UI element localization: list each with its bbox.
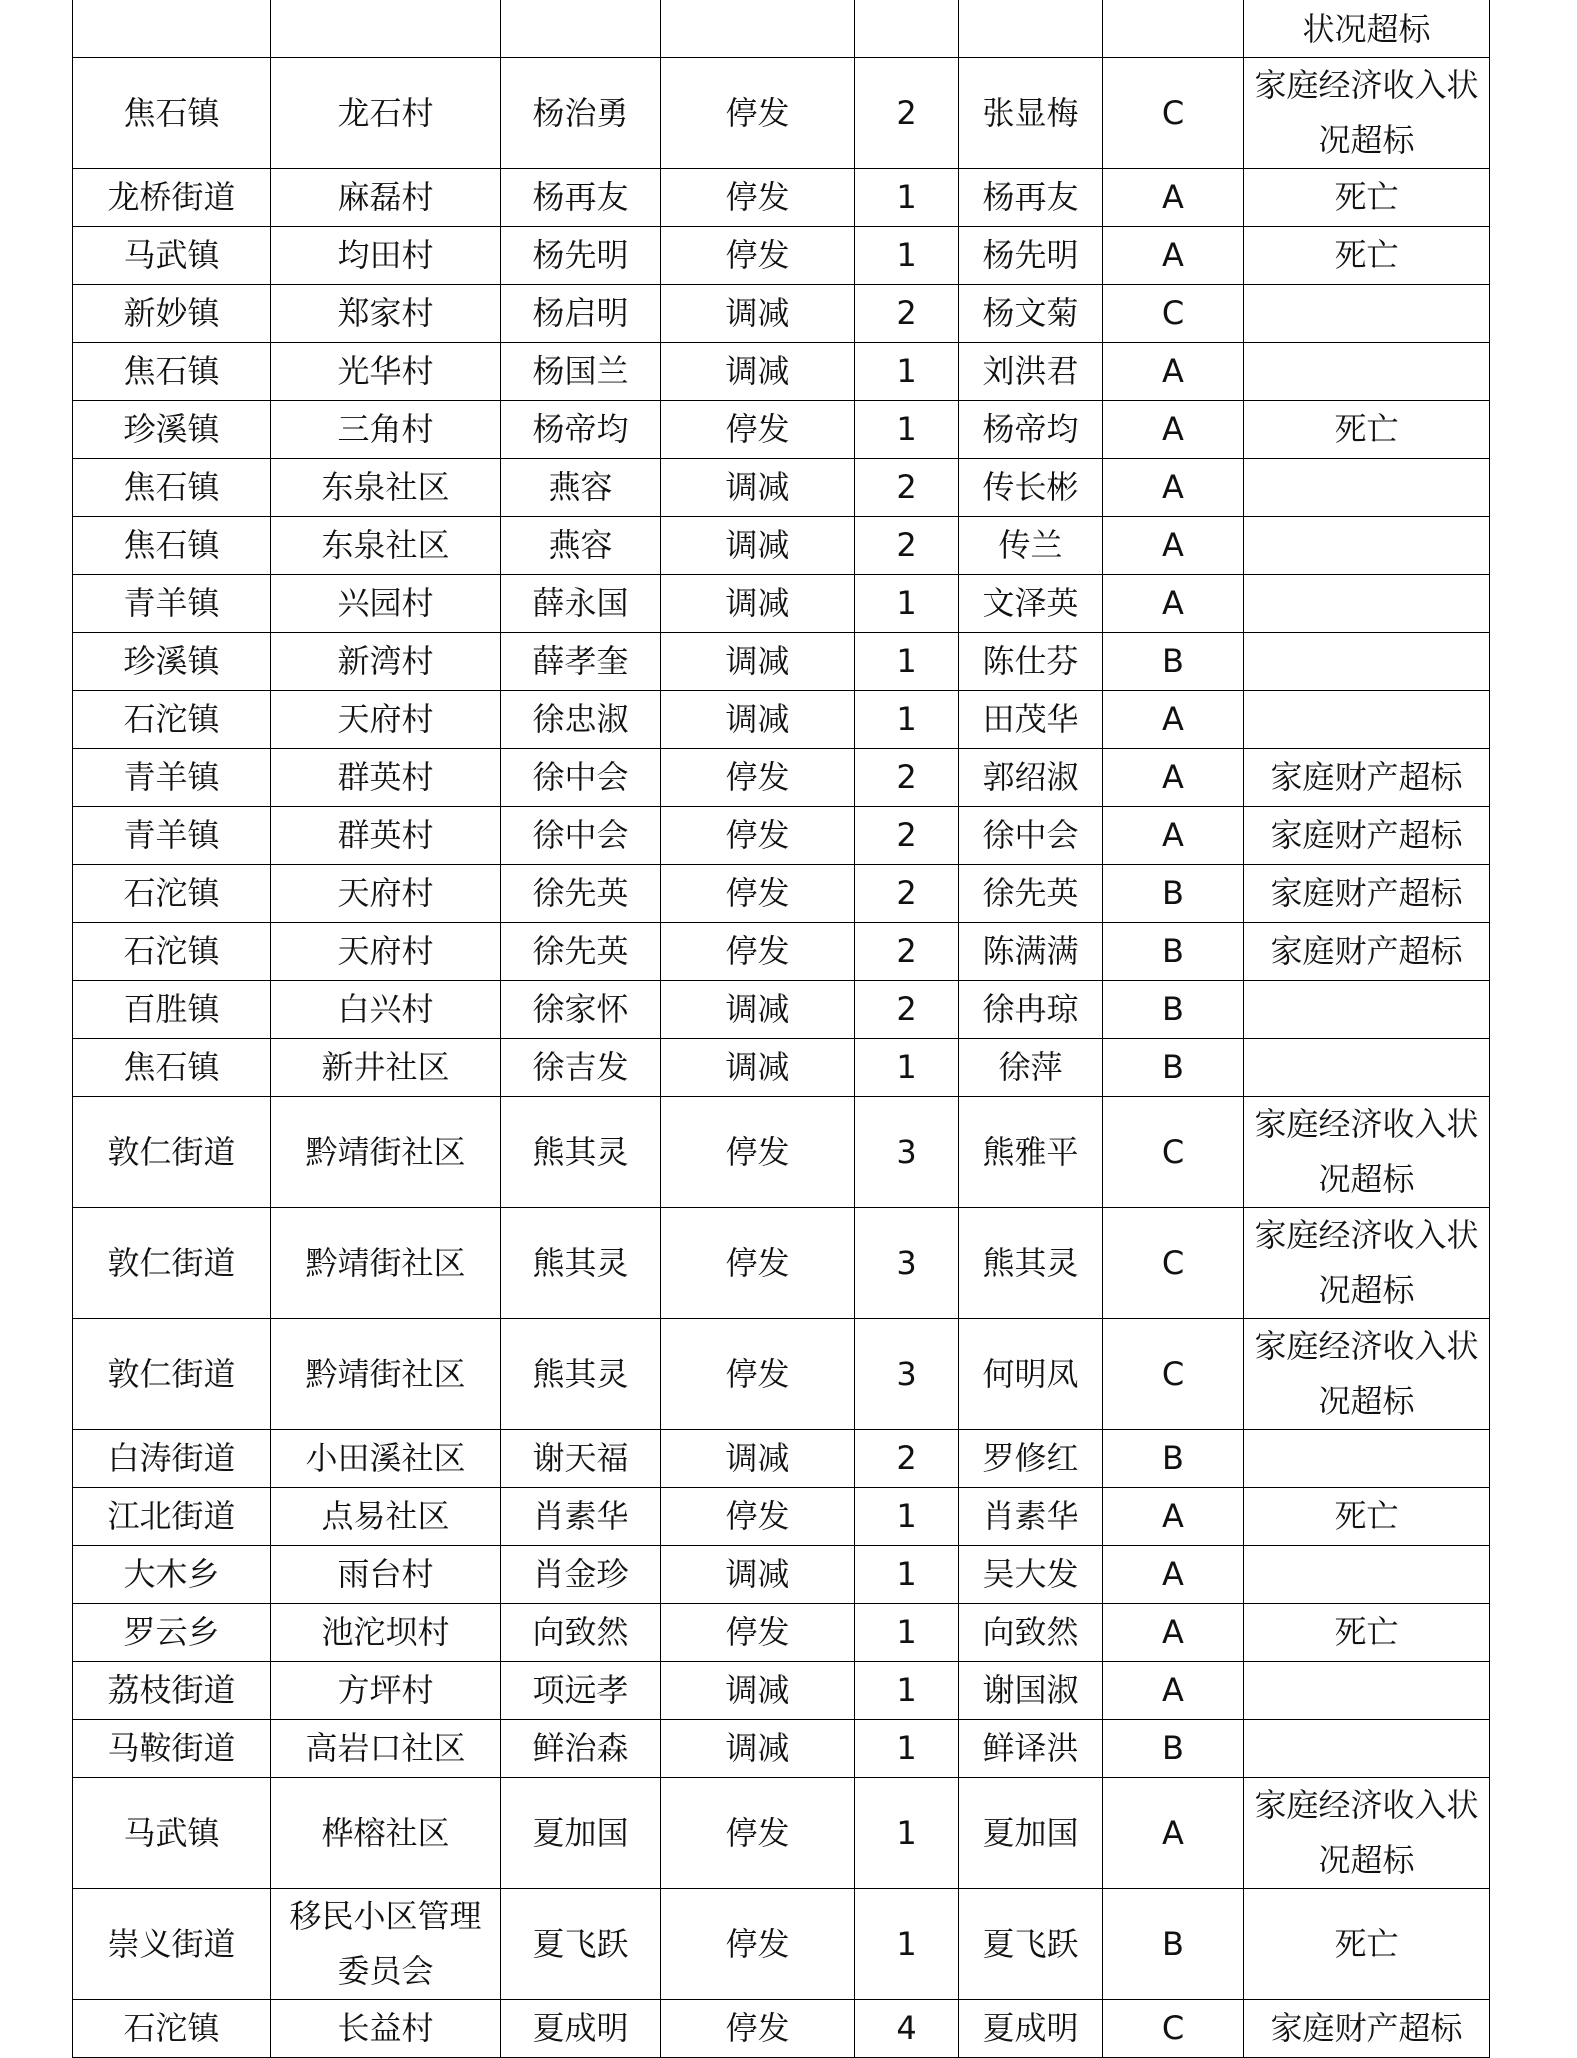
head-cell: 徐中会 — [501, 807, 661, 865]
count-cell: 3 — [855, 1319, 959, 1430]
village-cell: 白兴村 — [271, 981, 501, 1039]
category-cell: A — [1103, 691, 1244, 749]
category-cell: B — [1103, 923, 1244, 981]
member-cell: 陈仕芬 — [959, 633, 1103, 691]
action-cell: 调减 — [661, 1039, 855, 1097]
town-cell: 荔枝街道 — [73, 1662, 271, 1720]
town-cell: 石沱镇 — [73, 923, 271, 981]
head-cell: 薛永国 — [501, 575, 661, 633]
action-cell: 停发 — [661, 169, 855, 227]
count-cell: 1 — [855, 633, 959, 691]
reason-cell — [1244, 1430, 1490, 1488]
count-cell: 2 — [855, 58, 959, 169]
member-cell: 杨帝均 — [959, 401, 1103, 459]
town-cell: 焦石镇 — [73, 1039, 271, 1097]
table-row — [73, 1604, 1490, 1662]
town-cell: 焦石镇 — [73, 517, 271, 575]
reason-cell — [1244, 459, 1490, 517]
town-cell: 石沱镇 — [73, 691, 271, 749]
member-cell: 夏飞跃 — [959, 1889, 1103, 2000]
town-cell: 焦石镇 — [73, 58, 271, 169]
count-cell: 1 — [855, 1720, 959, 1778]
count-cell: 2 — [855, 1430, 959, 1488]
action-cell: 停发 — [661, 227, 855, 285]
member-cell: 徐先英 — [959, 865, 1103, 923]
village-cell: 光华村 — [271, 343, 501, 401]
reason-cell: 家庭经济收入状况超标 — [1244, 1097, 1490, 1208]
table-row — [73, 807, 1490, 865]
reason-cell: 死亡 — [1244, 1604, 1490, 1662]
table-row — [73, 865, 1490, 923]
head-cell: 徐家怀 — [501, 981, 661, 1039]
town-cell: 青羊镇 — [73, 575, 271, 633]
village-cell: 三角村 — [271, 401, 501, 459]
member-cell: 张显梅 — [959, 58, 1103, 169]
head-cell: 杨国兰 — [501, 343, 661, 401]
category-cell: B — [1103, 981, 1244, 1039]
action-cell: 停发 — [661, 865, 855, 923]
head-cell: 夏加国 — [501, 1778, 661, 1889]
count-cell: 1 — [855, 343, 959, 401]
count-cell: 2 — [855, 923, 959, 981]
member-cell: 刘洪君 — [959, 343, 1103, 401]
village-cell: 新湾村 — [271, 633, 501, 691]
reason-cell — [1244, 343, 1490, 401]
town-cell: 马武镇 — [73, 1778, 271, 1889]
table-row — [73, 0, 1490, 58]
action-cell: 调减 — [661, 517, 855, 575]
category-cell: B — [1103, 1430, 1244, 1488]
count-cell: 2 — [855, 459, 959, 517]
head-cell: 燕容 — [501, 517, 661, 575]
action-cell: 调减 — [661, 459, 855, 517]
category-cell: A — [1103, 807, 1244, 865]
action-cell: 停发 — [661, 807, 855, 865]
head-cell: 项远孝 — [501, 1662, 661, 1720]
head-cell: 徐先英 — [501, 865, 661, 923]
count-cell: 2 — [855, 981, 959, 1039]
table-row — [73, 517, 1490, 575]
town-cell: 马鞍街道 — [73, 1720, 271, 1778]
count-cell: 3 — [855, 1208, 959, 1319]
village-cell: 均田村 — [271, 227, 501, 285]
count-cell: 3 — [855, 1097, 959, 1208]
member-cell: 杨再友 — [959, 169, 1103, 227]
table-row — [73, 1662, 1490, 1720]
count-cell: 1 — [855, 575, 959, 633]
town-cell: 珍溪镇 — [73, 401, 271, 459]
action-cell: 调减 — [661, 691, 855, 749]
count-cell: 1 — [855, 1488, 959, 1546]
village-cell: 黔靖街社区 — [271, 1319, 501, 1430]
table-row — [73, 1430, 1490, 1488]
town-cell: 龙桥街道 — [73, 169, 271, 227]
village-cell: 兴园村 — [271, 575, 501, 633]
table-row — [73, 923, 1490, 981]
member-cell: 徐中会 — [959, 807, 1103, 865]
member-cell: 田茂华 — [959, 691, 1103, 749]
town-cell: 敦仁街道 — [73, 1208, 271, 1319]
member-cell: 吴大发 — [959, 1546, 1103, 1604]
table-row — [73, 1488, 1490, 1546]
head-cell: 徐忠淑 — [501, 691, 661, 749]
member-cell: 何明凤 — [959, 1319, 1103, 1430]
head-cell: 杨治勇 — [501, 58, 661, 169]
village-cell: 天府村 — [271, 865, 501, 923]
village-cell: 天府村 — [271, 923, 501, 981]
category-cell: A — [1103, 1778, 1244, 1889]
village-cell: 移民小区管理委员会 — [271, 1889, 501, 2000]
head-cell: 燕容 — [501, 459, 661, 517]
count-cell: 2 — [855, 749, 959, 807]
table-row — [73, 459, 1490, 517]
category-cell: C — [1103, 285, 1244, 343]
reason-cell — [1244, 1662, 1490, 1720]
town-cell: 江北街道 — [73, 1488, 271, 1546]
count-cell: 1 — [855, 169, 959, 227]
category-cell: A — [1103, 459, 1244, 517]
head-cell: 向致然 — [501, 1604, 661, 1662]
head-cell: 夏成明 — [501, 2000, 661, 2058]
reason-cell: 家庭财产超标 — [1244, 923, 1490, 981]
head-cell: 杨启明 — [501, 285, 661, 343]
town-cell: 敦仁街道 — [73, 1319, 271, 1430]
action-cell: 停发 — [661, 58, 855, 169]
action-cell: 调减 — [661, 1662, 855, 1720]
town-cell: 青羊镇 — [73, 749, 271, 807]
table-row — [73, 633, 1490, 691]
action-cell: 调减 — [661, 633, 855, 691]
village-cell: 桦榕社区 — [271, 1778, 501, 1889]
village-cell: 黔靖街社区 — [271, 1097, 501, 1208]
count-cell: 4 — [855, 2000, 959, 2058]
table-row — [73, 169, 1490, 227]
head-cell: 熊其灵 — [501, 1208, 661, 1319]
category-cell: A — [1103, 343, 1244, 401]
head-cell: 徐先英 — [501, 923, 661, 981]
head-cell: 肖金珍 — [501, 1546, 661, 1604]
reason-cell: 死亡 — [1244, 1889, 1490, 2000]
table-row — [73, 1546, 1490, 1604]
action-cell: 停发 — [661, 1097, 855, 1208]
count-cell: 1 — [855, 401, 959, 459]
member-cell: 传长彬 — [959, 459, 1103, 517]
category-cell: B — [1103, 633, 1244, 691]
head-cell: 杨帝均 — [501, 401, 661, 459]
head-cell: 徐吉发 — [501, 1039, 661, 1097]
reason-cell: 家庭经济收入状况超标 — [1244, 1319, 1490, 1430]
action-cell: 调减 — [661, 575, 855, 633]
village-cell: 高岩口社区 — [271, 1720, 501, 1778]
reason-cell — [1244, 285, 1490, 343]
town-cell: 崇义街道 — [73, 1889, 271, 2000]
member-cell: 熊雅平 — [959, 1097, 1103, 1208]
category-cell: A — [1103, 1604, 1244, 1662]
table-row — [73, 1778, 1490, 1889]
reason-cell — [1244, 981, 1490, 1039]
category-cell: C — [1103, 58, 1244, 169]
category-cell: A — [1103, 227, 1244, 285]
head-cell: 肖素华 — [501, 1488, 661, 1546]
village-cell: 天府村 — [271, 691, 501, 749]
village-cell: 新井社区 — [271, 1039, 501, 1097]
table-row — [73, 227, 1490, 285]
category-cell: B — [1103, 1889, 1244, 2000]
member-cell: 陈满满 — [959, 923, 1103, 981]
member-cell: 向致然 — [959, 1604, 1103, 1662]
head-cell: 徐中会 — [501, 749, 661, 807]
head-cell: 杨再友 — [501, 169, 661, 227]
member-cell: 郭绍淑 — [959, 749, 1103, 807]
town-cell: 焦石镇 — [73, 343, 271, 401]
member-cell: 徐萍 — [959, 1039, 1103, 1097]
village-cell: 池沱坝村 — [271, 1604, 501, 1662]
village-cell: 长益村 — [271, 2000, 501, 2058]
table-row — [73, 1319, 1490, 1430]
reason-cell — [1244, 575, 1490, 633]
reason-cell — [1244, 633, 1490, 691]
category-cell: B — [1103, 1720, 1244, 1778]
town-cell: 焦石镇 — [73, 459, 271, 517]
category-cell: A — [1103, 749, 1244, 807]
count-cell: 1 — [855, 1604, 959, 1662]
head-cell — [501, 0, 661, 58]
table-row — [73, 1208, 1490, 1319]
village-cell: 点易社区 — [271, 1488, 501, 1546]
action-cell: 停发 — [661, 1604, 855, 1662]
action-cell: 停发 — [661, 749, 855, 807]
table-row — [73, 1039, 1490, 1097]
member-cell: 徐冉琼 — [959, 981, 1103, 1039]
category-cell: C — [1103, 1097, 1244, 1208]
reason-cell: 家庭财产超标 — [1244, 807, 1490, 865]
member-cell: 肖素华 — [959, 1488, 1103, 1546]
reason-cell: 死亡 — [1244, 227, 1490, 285]
table-row — [73, 2000, 1490, 2058]
village-cell: 龙石村 — [271, 58, 501, 169]
category-cell: C — [1103, 1319, 1244, 1430]
action-cell: 调减 — [661, 343, 855, 401]
table-row — [73, 58, 1490, 169]
action-cell: 调减 — [661, 1430, 855, 1488]
table-row — [73, 1720, 1490, 1778]
table-row — [73, 575, 1490, 633]
reason-cell: 家庭财产超标 — [1244, 749, 1490, 807]
table-row — [73, 749, 1490, 807]
table-row — [73, 691, 1490, 749]
action-cell: 停发 — [661, 1488, 855, 1546]
action-cell: 停发 — [661, 1208, 855, 1319]
action-cell: 停发 — [661, 2000, 855, 2058]
count-cell: 1 — [855, 1778, 959, 1889]
category-cell: B — [1103, 1039, 1244, 1097]
member-cell: 杨文菊 — [959, 285, 1103, 343]
action-cell: 调减 — [661, 1720, 855, 1778]
reason-cell: 死亡 — [1244, 169, 1490, 227]
category-cell — [1103, 0, 1244, 58]
member-cell: 文泽英 — [959, 575, 1103, 633]
count-cell: 1 — [855, 1889, 959, 2000]
member-cell: 鲜译洪 — [959, 1720, 1103, 1778]
member-cell: 熊其灵 — [959, 1208, 1103, 1319]
member-cell: 夏加国 — [959, 1778, 1103, 1889]
action-cell: 停发 — [661, 1889, 855, 2000]
category-cell: A — [1103, 1488, 1244, 1546]
member-cell: 传兰 — [959, 517, 1103, 575]
village-cell — [271, 0, 501, 58]
town-cell: 百胜镇 — [73, 981, 271, 1039]
reason-cell — [1244, 1546, 1490, 1604]
village-cell: 小田溪社区 — [271, 1430, 501, 1488]
head-cell: 熊其灵 — [501, 1319, 661, 1430]
head-cell: 鲜治森 — [501, 1720, 661, 1778]
category-cell: A — [1103, 1546, 1244, 1604]
town-cell: 敦仁街道 — [73, 1097, 271, 1208]
count-cell: 1 — [855, 691, 959, 749]
village-cell: 群英村 — [271, 749, 501, 807]
head-cell: 熊其灵 — [501, 1097, 661, 1208]
count-cell: 2 — [855, 807, 959, 865]
action-cell — [661, 0, 855, 58]
category-cell: A — [1103, 169, 1244, 227]
category-cell: B — [1103, 865, 1244, 923]
town-cell: 白涛街道 — [73, 1430, 271, 1488]
village-cell: 麻磊村 — [271, 169, 501, 227]
count-cell: 2 — [855, 517, 959, 575]
town-cell: 罗云乡 — [73, 1604, 271, 1662]
action-cell: 调减 — [661, 1546, 855, 1604]
member-cell — [959, 0, 1103, 58]
reason-cell: 家庭经济收入状况超标 — [1244, 1778, 1490, 1889]
head-cell: 夏飞跃 — [501, 1889, 661, 2000]
town-cell: 新妙镇 — [73, 285, 271, 343]
count-cell — [855, 0, 959, 58]
reason-cell: 家庭财产超标 — [1244, 865, 1490, 923]
category-cell: A — [1103, 401, 1244, 459]
table-row — [73, 1889, 1490, 2000]
table-row — [73, 285, 1490, 343]
category-cell: A — [1103, 575, 1244, 633]
town-cell: 石沱镇 — [73, 2000, 271, 2058]
table-row — [73, 1097, 1490, 1208]
action-cell: 停发 — [661, 923, 855, 981]
town-cell: 大木乡 — [73, 1546, 271, 1604]
count-cell: 2 — [855, 285, 959, 343]
village-cell: 雨台村 — [271, 1546, 501, 1604]
count-cell: 1 — [855, 1039, 959, 1097]
table-row — [73, 401, 1490, 459]
member-cell: 谢国淑 — [959, 1662, 1103, 1720]
category-cell: A — [1103, 1662, 1244, 1720]
records-table — [72, 0, 1490, 2058]
village-cell: 东泉社区 — [271, 459, 501, 517]
member-cell: 罗修红 — [959, 1430, 1103, 1488]
member-cell: 杨先明 — [959, 227, 1103, 285]
member-cell: 夏成明 — [959, 2000, 1103, 2058]
reason-cell — [1244, 691, 1490, 749]
town-cell: 青羊镇 — [73, 807, 271, 865]
reason-cell: 死亡 — [1244, 1488, 1490, 1546]
category-cell: C — [1103, 2000, 1244, 2058]
reason-cell: 死亡 — [1244, 401, 1490, 459]
table-row — [73, 981, 1490, 1039]
reason-cell: 家庭经济收入状况超标 — [1244, 58, 1490, 169]
head-cell: 谢天福 — [501, 1430, 661, 1488]
village-cell: 黔靖街社区 — [271, 1208, 501, 1319]
reason-cell: 家庭经济收入状况超标 — [1244, 1208, 1490, 1319]
reason-cell — [1244, 1720, 1490, 1778]
village-cell: 东泉社区 — [271, 517, 501, 575]
action-cell: 停发 — [661, 1319, 855, 1430]
action-cell: 停发 — [661, 1778, 855, 1889]
count-cell: 1 — [855, 1546, 959, 1604]
table-body — [73, 0, 1490, 2058]
town-cell — [73, 0, 271, 58]
head-cell: 薛孝奎 — [501, 633, 661, 691]
table-row — [73, 343, 1490, 401]
reason-cell — [1244, 1039, 1490, 1097]
reason-cell — [1244, 517, 1490, 575]
category-cell: A — [1103, 517, 1244, 575]
action-cell: 停发 — [661, 401, 855, 459]
town-cell: 马武镇 — [73, 227, 271, 285]
village-cell: 方坪村 — [271, 1662, 501, 1720]
village-cell: 群英村 — [271, 807, 501, 865]
category-cell: C — [1103, 1208, 1244, 1319]
reason-cell: 状况超标 — [1244, 0, 1490, 58]
action-cell: 调减 — [661, 981, 855, 1039]
head-cell: 杨先明 — [501, 227, 661, 285]
count-cell: 1 — [855, 227, 959, 285]
village-cell: 郑家村 — [271, 285, 501, 343]
town-cell: 珍溪镇 — [73, 633, 271, 691]
town-cell: 石沱镇 — [73, 865, 271, 923]
action-cell: 调减 — [661, 285, 855, 343]
count-cell: 1 — [855, 1662, 959, 1720]
count-cell: 2 — [855, 865, 959, 923]
reason-cell: 家庭财产超标 — [1244, 2000, 1490, 2058]
